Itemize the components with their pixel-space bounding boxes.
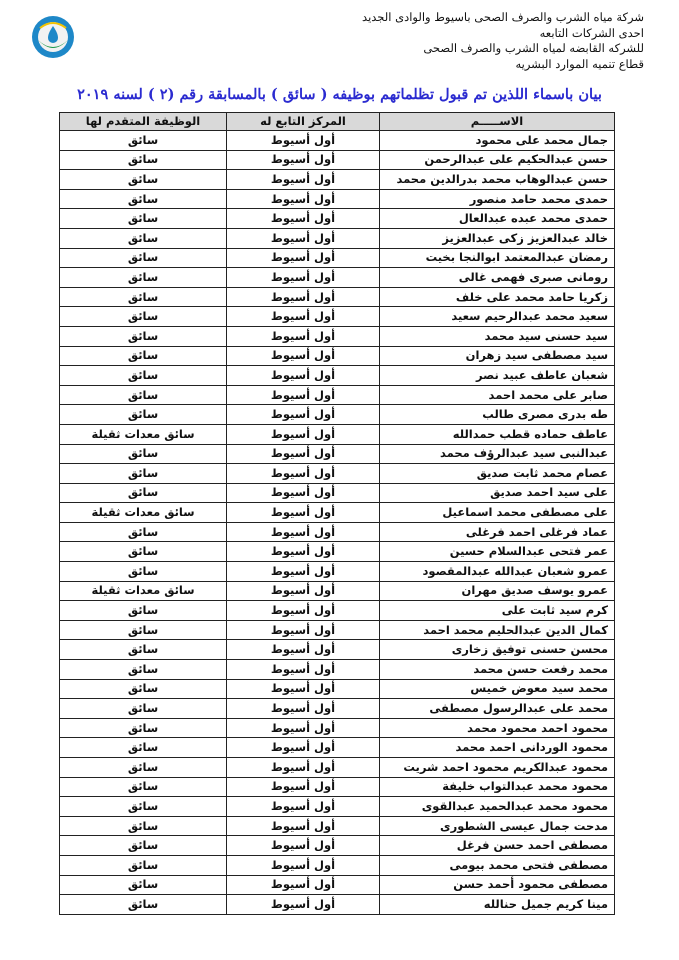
cell-name: عمرو شعبان عبدالله عبدالمقصود [380,562,615,582]
table-row [60,268,615,288]
table-row [60,699,615,719]
cell-name: سيد حسنى سيد محمد [380,326,615,346]
cell-center: أول أسيوط [227,562,380,582]
table-row [60,620,615,640]
table-row [60,444,615,464]
table-row [60,522,615,542]
table-row [60,718,615,738]
names-table [59,112,615,915]
cell-job: سائق [60,366,227,386]
table-row [60,464,615,484]
table-row [60,228,615,248]
header-line-holding: للشركه القابضه لمياه الشرب والصرف الصحى [423,41,644,55]
cell-job: سائق [60,287,227,307]
cell-center: أول أسيوط [227,503,380,523]
cell-job: سائق [60,483,227,503]
table-row [60,209,615,229]
cell-name: حمدى محمد عبده عبدالعال [380,209,615,229]
cell-center: أول أسيوط [227,287,380,307]
table-row [60,150,615,170]
cell-job: سائق [60,836,227,856]
cell-center: أول أسيوط [227,189,380,209]
cell-name: محمود محمد عبدالتواب خليفة [380,777,615,797]
table-row [60,758,615,778]
cell-name: محمود محمد عبدالحميد عبدالقوى [380,797,615,817]
cell-name: عمرو يوسف صديق مهران [380,581,615,601]
cell-job: سائق [60,660,227,680]
header-center: المركز التابع له [227,113,380,131]
cell-name: طه بدرى مصرى طالب [380,405,615,425]
cell-name: كرم سيد ثابت على [380,601,615,621]
cell-center: أول أسيوط [227,640,380,660]
cell-name: كمال الدين عبدالحليم محمد احمد [380,620,615,640]
cell-job: سائق معدات ثقيلة [60,581,227,601]
cell-job: سائق معدات ثقيلة [60,503,227,523]
cell-job: سائق [60,228,227,248]
table-row [60,640,615,660]
cell-center: أول أسيوط [227,522,380,542]
cell-center: أول أسيوط [227,601,380,621]
cell-center: أول أسيوط [227,366,380,386]
cell-job: سائق [60,797,227,817]
table-row [60,581,615,601]
cell-center: أول أسيوط [227,131,380,151]
table-row [60,287,615,307]
cell-job: سائق [60,385,227,405]
cell-job: سائق معدات ثقيلة [60,424,227,444]
cell-name: محمود احمد محمود محمد [380,718,615,738]
cell-center: أول أسيوط [227,424,380,444]
cell-name: محمد سيد معوض خميس [380,679,615,699]
table-row [60,601,615,621]
cell-center: أول أسيوط [227,268,380,288]
cell-job: سائق [60,268,227,288]
cell-name: حمدى محمد حامد منصور [380,189,615,209]
cell-name: زكريا حامد محمد على خلف [380,287,615,307]
cell-name: عبدالنبى سيد عبدالرؤف محمد [380,444,615,464]
company-header [364,10,644,72]
cell-job: سائق [60,562,227,582]
cell-job: سائق [60,816,227,836]
cell-center: أول أسيوط [227,816,380,836]
cell-job: سائق [60,542,227,562]
cell-job: سائق [60,601,227,621]
cell-center: أول أسيوط [227,464,380,484]
table-row [60,189,615,209]
cell-job: سائق [60,346,227,366]
cell-name: حسن عبدالوهاب محمد بدرالدين محمد [380,170,615,190]
cell-center: أول أسيوط [227,542,380,562]
cell-job: سائق [60,170,227,190]
cell-job: سائق [60,895,227,915]
cell-name: حسن عبدالحكيم على عبدالرحمن [380,150,615,170]
cell-job: سائق [60,777,227,797]
cell-job: سائق [60,326,227,346]
table-row [60,326,615,346]
cell-job: سائق [60,444,227,464]
cell-center: أول أسيوط [227,660,380,680]
table-row [60,366,615,386]
table-row [60,542,615,562]
table-row [60,405,615,425]
header-line-affiliation: احدى الشركات التابعه [539,25,644,40]
cell-name: خالد عبدالعزيز زكى عبدالعزيز [380,228,615,248]
cell-name: عمر فتحى عبدالسلام حسين [380,542,615,562]
cell-center: أول أسيوط [227,581,380,601]
cell-center: أول أسيوط [227,875,380,895]
table-header-row [60,113,615,131]
company-logo-icon [30,14,76,60]
cell-job: سائق [60,738,227,758]
table-row [60,503,615,523]
cell-name: شعبان عاطف عبيد نصر [380,366,615,386]
cell-center: أول أسيوط [227,385,380,405]
cell-name: مدحت جمال عيسى الشطورى [380,816,615,836]
cell-job: سائق [60,131,227,151]
cell-name: محمود عبدالكريم محمود احمد شريت [380,758,615,778]
table-row [60,385,615,405]
header-name: الاســـــم [380,113,615,131]
cell-name: سعيد محمد عبدالرحيم سعيد [380,307,615,327]
cell-job: سائق [60,758,227,778]
cell-name: محمود الوردانى احمد محمد [380,738,615,758]
cell-center: أول أسيوط [227,797,380,817]
header-line-sector: قطاع تنميه الموارد البشريه [515,56,644,71]
table-row [60,131,615,151]
cell-name: جمال محمد على محمود [380,131,615,151]
cell-center: أول أسيوط [227,326,380,346]
cell-center: أول أسيوط [227,836,380,856]
table-row [60,738,615,758]
cell-job: سائق [60,640,227,660]
cell-center: أول أسيوط [227,758,380,778]
cell-center: أول أسيوط [227,855,380,875]
cell-center: أول أسيوط [227,209,380,229]
cell-center: أول أسيوط [227,405,380,425]
cell-name: عاطف حماده قطب حمدالله [380,424,615,444]
table-row [60,816,615,836]
table-row [60,346,615,366]
cell-center: أول أسيوط [227,346,380,366]
cell-center: أول أسيوط [227,699,380,719]
cell-name: محمد رفعت حسن محمد [380,660,615,680]
table-row [60,836,615,856]
cell-center: أول أسيوط [227,228,380,248]
cell-center: أول أسيوط [227,150,380,170]
cell-center: أول أسيوط [227,170,380,190]
cell-name: مصطفى فتحى محمد بيومى [380,855,615,875]
cell-job: سائق [60,405,227,425]
cell-name: على سيد احمد صديق [380,483,615,503]
cell-job: سائق [60,620,227,640]
cell-name: عماد فرغلى احمد فرغلى [380,522,615,542]
cell-center: أول أسيوط [227,679,380,699]
cell-name: رومانى صبرى فهمى غالى [380,268,615,288]
table-row [60,307,615,327]
cell-center: أول أسيوط [227,738,380,758]
cell-name: صابر على محمد احمد [380,385,615,405]
cell-name: مينا كريم جميل حنالله [380,895,615,915]
cell-job: سائق [60,522,227,542]
cell-job: سائق [60,679,227,699]
table-row [60,777,615,797]
cell-center: أول أسيوط [227,895,380,915]
cell-center: أول أسيوط [227,483,380,503]
cell-job: سائق [60,464,227,484]
document-title: بيان باسماء اللذين تم قبول تظلماتهم بوظيفه ( سائق ) بالمسابقة رقم (٢ ) لسنه ٢٠١٩ [77,86,602,103]
table-row [60,170,615,190]
cell-name: عصام محمد ثابت صديق [380,464,615,484]
table-body [60,131,615,915]
cell-center: أول أسيوط [227,777,380,797]
table-row [60,679,615,699]
cell-center: أول أسيوط [227,444,380,464]
cell-name: على مصطفى محمد اسماعيل [380,503,615,523]
cell-center: أول أسيوط [227,248,380,268]
cell-name: محسن حسنى توفيق زخارى [380,640,615,660]
cell-job: سائق [60,248,227,268]
cell-job: سائق [60,189,227,209]
cell-job: سائق [60,875,227,895]
header-job: الوظيفة المتقدم لها [60,113,227,131]
cell-name: مصطفى احمد حسن فرغل [380,836,615,856]
table-row [60,797,615,817]
cell-job: سائق [60,209,227,229]
cell-center: أول أسيوط [227,620,380,640]
table-row [60,248,615,268]
cell-name: رمضان عبدالمعتمد ابوالنجا بخيت [380,248,615,268]
table-row [60,483,615,503]
cell-name: مصطفى محمود أحمد حسن [380,875,615,895]
cell-job: سائق [60,307,227,327]
cell-job: سائق [60,699,227,719]
cell-job: سائق [60,855,227,875]
table-row [60,562,615,582]
cell-name: محمد على عبدالرسول مصطفى [380,699,615,719]
cell-center: أول أسيوط [227,307,380,327]
table-row [60,895,615,915]
cell-job: سائق [60,718,227,738]
header-line-company: شركة مياه الشرب والصرف الصحى باسيوط والوادى الجديد [362,10,644,24]
table-row [60,855,615,875]
cell-name: سيد مصطفى سيد زهران [380,346,615,366]
table-row [60,660,615,680]
cell-center: أول أسيوط [227,718,380,738]
table-row [60,875,615,895]
cell-job: سائق [60,150,227,170]
table-row [60,424,615,444]
